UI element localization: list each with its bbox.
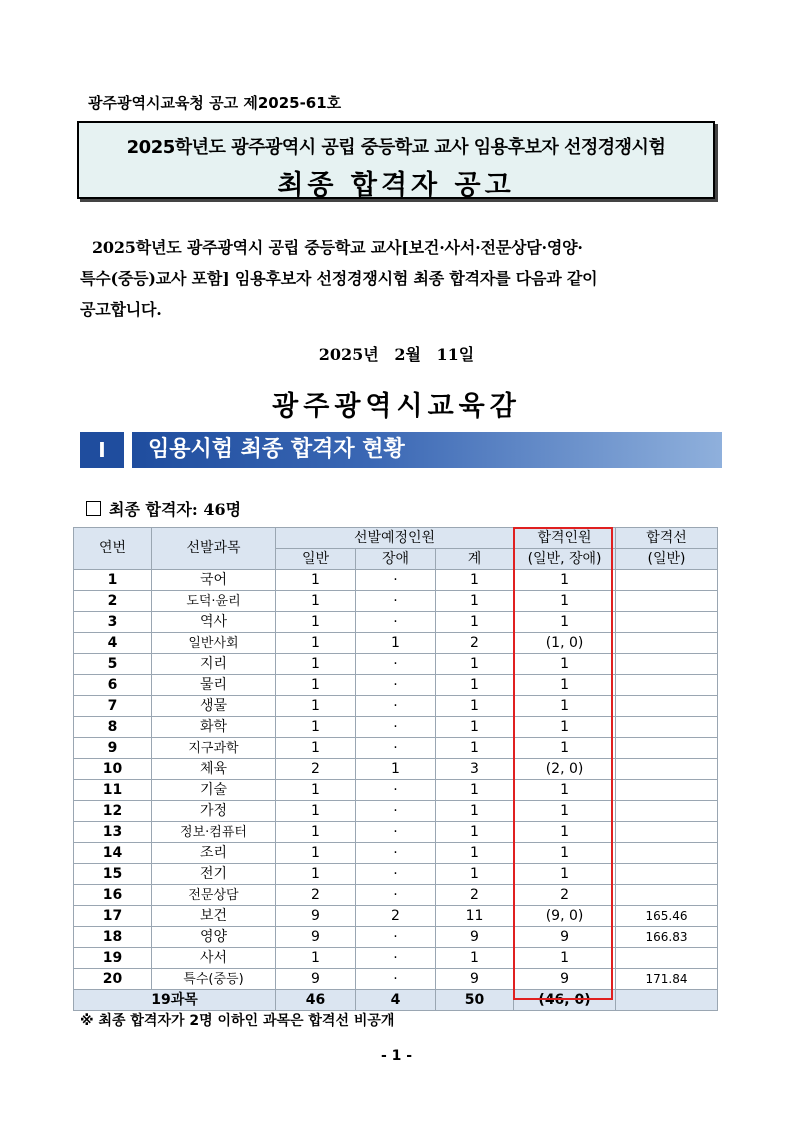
- cell-no: 9: [74, 738, 152, 759]
- cell-subject: 기술: [152, 780, 276, 801]
- cell-total: 1: [436, 948, 514, 969]
- cell-cutoff: [616, 612, 718, 633]
- cell-total: 1: [436, 717, 514, 738]
- cell-cutoff: [616, 759, 718, 780]
- table-row: [74, 591, 718, 612]
- cell-passed: 1: [514, 843, 616, 864]
- cell-subject: 일반사회: [152, 633, 276, 654]
- table-row: [74, 612, 718, 633]
- header-planned: 선발예정인원: [276, 528, 514, 549]
- cell-subject: 보건: [152, 906, 276, 927]
- cell-no: 5: [74, 654, 152, 675]
- cell-passed: 1: [514, 948, 616, 969]
- header-disabled: 장애: [356, 549, 436, 570]
- intro-paragraph: [80, 232, 720, 325]
- header-no: 연번: [74, 528, 152, 570]
- cell-total: 1: [436, 675, 514, 696]
- table-row: [74, 885, 718, 906]
- cell-general: 1: [276, 612, 356, 633]
- cell-total: 11: [436, 906, 514, 927]
- cell-cutoff: [616, 801, 718, 822]
- cell-passed: 1: [514, 612, 616, 633]
- cell-cutoff: [616, 717, 718, 738]
- intro-line2: 특수(중등)교사 포함] 임용후보자 선정경쟁시험 최종 합격자를 다음과 같이: [80, 269, 598, 288]
- cell-subject: 조리: [152, 843, 276, 864]
- cell-no: 3: [74, 612, 152, 633]
- cell-subject: 전기: [152, 864, 276, 885]
- cell-passed: 1: [514, 780, 616, 801]
- cell-subject: 생물: [152, 696, 276, 717]
- cell-disabled: ·: [356, 864, 436, 885]
- cell-passed: (9, 0): [514, 906, 616, 927]
- cell-no: 18: [74, 927, 152, 948]
- footnote: ※ 최종 합격자가 2명 이하인 과목은 합격선 비공개: [80, 1013, 395, 1029]
- cell-cutoff: 165.46: [616, 906, 718, 927]
- cell-disabled: ·: [356, 969, 436, 990]
- cell-no: 13: [74, 822, 152, 843]
- section-number: Ⅰ: [80, 432, 124, 468]
- cell-subject: 지리: [152, 654, 276, 675]
- cell-passed: 1: [514, 675, 616, 696]
- cell-cutoff: [616, 633, 718, 654]
- cell-no: 7: [74, 696, 152, 717]
- cell-disabled: ·: [356, 780, 436, 801]
- cell-no: 17: [74, 906, 152, 927]
- total-label: 19과목: [74, 990, 276, 1011]
- cell-general: 1: [276, 717, 356, 738]
- table-row: [74, 738, 718, 759]
- cell-passed: 1: [514, 696, 616, 717]
- cell-general: 1: [276, 654, 356, 675]
- cell-disabled: ·: [356, 738, 436, 759]
- header-total: 계: [436, 549, 514, 570]
- intro-line1: 2025학년도 광주광역시 공립 중등학교 교사[보건·사서·전문상담·영양·: [92, 238, 583, 257]
- cell-general: 1: [276, 801, 356, 822]
- cell-general: 2: [276, 885, 356, 906]
- cell-subject: 지구과학: [152, 738, 276, 759]
- cell-total: 1: [436, 570, 514, 591]
- intro-line3: 공고합니다.: [80, 300, 162, 319]
- checkbox-square-icon: [86, 501, 101, 516]
- cell-total: 1: [436, 738, 514, 759]
- total-disabled: 4: [356, 990, 436, 1011]
- header-cutoff-sub: (일반): [616, 549, 718, 570]
- cell-cutoff: [616, 591, 718, 612]
- cell-disabled: ·: [356, 570, 436, 591]
- cell-passed: 1: [514, 822, 616, 843]
- cell-total: 2: [436, 633, 514, 654]
- cell-no: 1: [74, 570, 152, 591]
- total-total: 50: [436, 990, 514, 1011]
- cell-passed: 1: [514, 654, 616, 675]
- cell-disabled: ·: [356, 696, 436, 717]
- table-row: [74, 822, 718, 843]
- cell-no: 20: [74, 969, 152, 990]
- cell-no: 2: [74, 591, 152, 612]
- cell-subject: 전문상담: [152, 885, 276, 906]
- cell-cutoff: [616, 885, 718, 906]
- cell-cutoff: [616, 780, 718, 801]
- cell-disabled: 1: [356, 759, 436, 780]
- cell-cutoff: [616, 570, 718, 591]
- cell-subject: 특수(중등): [152, 969, 276, 990]
- cell-total: 1: [436, 780, 514, 801]
- cell-no: 15: [74, 864, 152, 885]
- header-subject: 선발과목: [152, 528, 276, 570]
- table-body: [74, 570, 718, 1011]
- cell-passed: 1: [514, 738, 616, 759]
- total-cutoff: [616, 990, 718, 1011]
- cell-subject: 체육: [152, 759, 276, 780]
- cell-total: 9: [436, 927, 514, 948]
- cell-no: 8: [74, 717, 152, 738]
- cell-disabled: ·: [356, 801, 436, 822]
- cell-subject: 국어: [152, 570, 276, 591]
- cell-general: 9: [276, 969, 356, 990]
- table-row: [74, 570, 718, 591]
- cell-total: 2: [436, 885, 514, 906]
- summary-text: 최종 합격자: 46명: [109, 500, 242, 519]
- notice-number: 광주광역시교육청 공고 제2025-61호: [88, 94, 342, 112]
- cell-subject: 사서: [152, 948, 276, 969]
- cell-total: 1: [436, 801, 514, 822]
- table-row: [74, 654, 718, 675]
- cell-passed: 9: [514, 969, 616, 990]
- cell-cutoff: 166.83: [616, 927, 718, 948]
- cell-general: 1: [276, 591, 356, 612]
- cell-subject: 화학: [152, 717, 276, 738]
- table-row: [74, 633, 718, 654]
- cell-no: 16: [74, 885, 152, 906]
- cell-total: 1: [436, 612, 514, 633]
- cell-passed: 2: [514, 885, 616, 906]
- cell-no: 6: [74, 675, 152, 696]
- table-row: [74, 717, 718, 738]
- table-row: [74, 675, 718, 696]
- table-row: [74, 948, 718, 969]
- cell-disabled: ·: [356, 675, 436, 696]
- table-row: [74, 864, 718, 885]
- title-line1: 2025학년도 광주광역시 공립 중등학교 교사 임용후보자 선정경쟁시험: [126, 137, 666, 158]
- cell-total: 1: [436, 843, 514, 864]
- cell-general: 1: [276, 738, 356, 759]
- cell-general: 9: [276, 906, 356, 927]
- cell-no: 4: [74, 633, 152, 654]
- cell-total: 1: [436, 591, 514, 612]
- header-cutoff: 합격선: [616, 528, 718, 549]
- cell-no: 14: [74, 843, 152, 864]
- cell-passed: (2, 0): [514, 759, 616, 780]
- table-row: [74, 780, 718, 801]
- cell-passed: (1, 0): [514, 633, 616, 654]
- cell-cutoff: 171.84: [616, 969, 718, 990]
- cell-general: 1: [276, 633, 356, 654]
- page-number: - 1 -: [380, 1048, 413, 1064]
- cell-no: 19: [74, 948, 152, 969]
- cell-subject: 정보·컴퓨터: [152, 822, 276, 843]
- summary-line: [86, 497, 241, 520]
- cell-total: 3: [436, 759, 514, 780]
- table-total-row: [74, 990, 718, 1011]
- results-table: [73, 527, 718, 1011]
- cell-total: 1: [436, 654, 514, 675]
- cell-no: 12: [74, 801, 152, 822]
- issuing-authority: 광주광역시교육감: [272, 391, 521, 422]
- cell-passed: 1: [514, 864, 616, 885]
- cell-cutoff: [616, 843, 718, 864]
- table-row: [74, 906, 718, 927]
- section-title: 임용시험 최종 합격자 현황: [132, 432, 722, 468]
- cell-passed: 1: [514, 717, 616, 738]
- table-row: [74, 759, 718, 780]
- cell-subject: 역사: [152, 612, 276, 633]
- cell-general: 1: [276, 780, 356, 801]
- cell-disabled: 1: [356, 633, 436, 654]
- cell-cutoff: [616, 864, 718, 885]
- title-box: [77, 121, 715, 199]
- cell-passed: 1: [514, 570, 616, 591]
- cell-cutoff: [616, 696, 718, 717]
- cell-disabled: ·: [356, 843, 436, 864]
- cell-general: 1: [276, 570, 356, 591]
- table-row: [74, 696, 718, 717]
- cell-disabled: ·: [356, 885, 436, 906]
- header-passed-sub: (일반, 장애): [514, 549, 616, 570]
- cell-subject: 물리: [152, 675, 276, 696]
- cell-general: 2: [276, 759, 356, 780]
- header-general: 일반: [276, 549, 356, 570]
- notice-date: 2025년 2월 11일: [318, 345, 475, 364]
- header-passed: 합격인원: [514, 528, 616, 549]
- cell-total: 9: [436, 969, 514, 990]
- cell-general: 1: [276, 864, 356, 885]
- table-row: [74, 843, 718, 864]
- cell-disabled: ·: [356, 822, 436, 843]
- cell-cutoff: [616, 822, 718, 843]
- cell-passed: 9: [514, 927, 616, 948]
- table-row: [74, 801, 718, 822]
- section-heading: [80, 432, 722, 468]
- cell-total: 1: [436, 822, 514, 843]
- cell-general: 9: [276, 927, 356, 948]
- cell-disabled: ·: [356, 717, 436, 738]
- cell-cutoff: [616, 738, 718, 759]
- cell-disabled: ·: [356, 948, 436, 969]
- cell-general: 1: [276, 696, 356, 717]
- cell-general: 1: [276, 843, 356, 864]
- cell-general: 1: [276, 675, 356, 696]
- total-passed: (46, 0): [514, 990, 616, 1011]
- cell-disabled: ·: [356, 591, 436, 612]
- cell-subject: 영양: [152, 927, 276, 948]
- cell-general: 1: [276, 822, 356, 843]
- table-row: [74, 927, 718, 948]
- cell-total: 1: [436, 864, 514, 885]
- cell-disabled: ·: [356, 654, 436, 675]
- cell-cutoff: [616, 948, 718, 969]
- cell-disabled: ·: [356, 612, 436, 633]
- cell-disabled: ·: [356, 927, 436, 948]
- title-line2: 최종 합격자 공고: [277, 170, 515, 201]
- cell-passed: 1: [514, 801, 616, 822]
- cell-cutoff: [616, 654, 718, 675]
- table-row: [74, 969, 718, 990]
- cell-cutoff: [616, 675, 718, 696]
- cell-disabled: 2: [356, 906, 436, 927]
- cell-passed: 1: [514, 591, 616, 612]
- cell-subject: 도덕·윤리: [152, 591, 276, 612]
- cell-total: 1: [436, 696, 514, 717]
- total-general: 46: [276, 990, 356, 1011]
- cell-subject: 가정: [152, 801, 276, 822]
- cell-no: 11: [74, 780, 152, 801]
- cell-general: 1: [276, 948, 356, 969]
- cell-no: 10: [74, 759, 152, 780]
